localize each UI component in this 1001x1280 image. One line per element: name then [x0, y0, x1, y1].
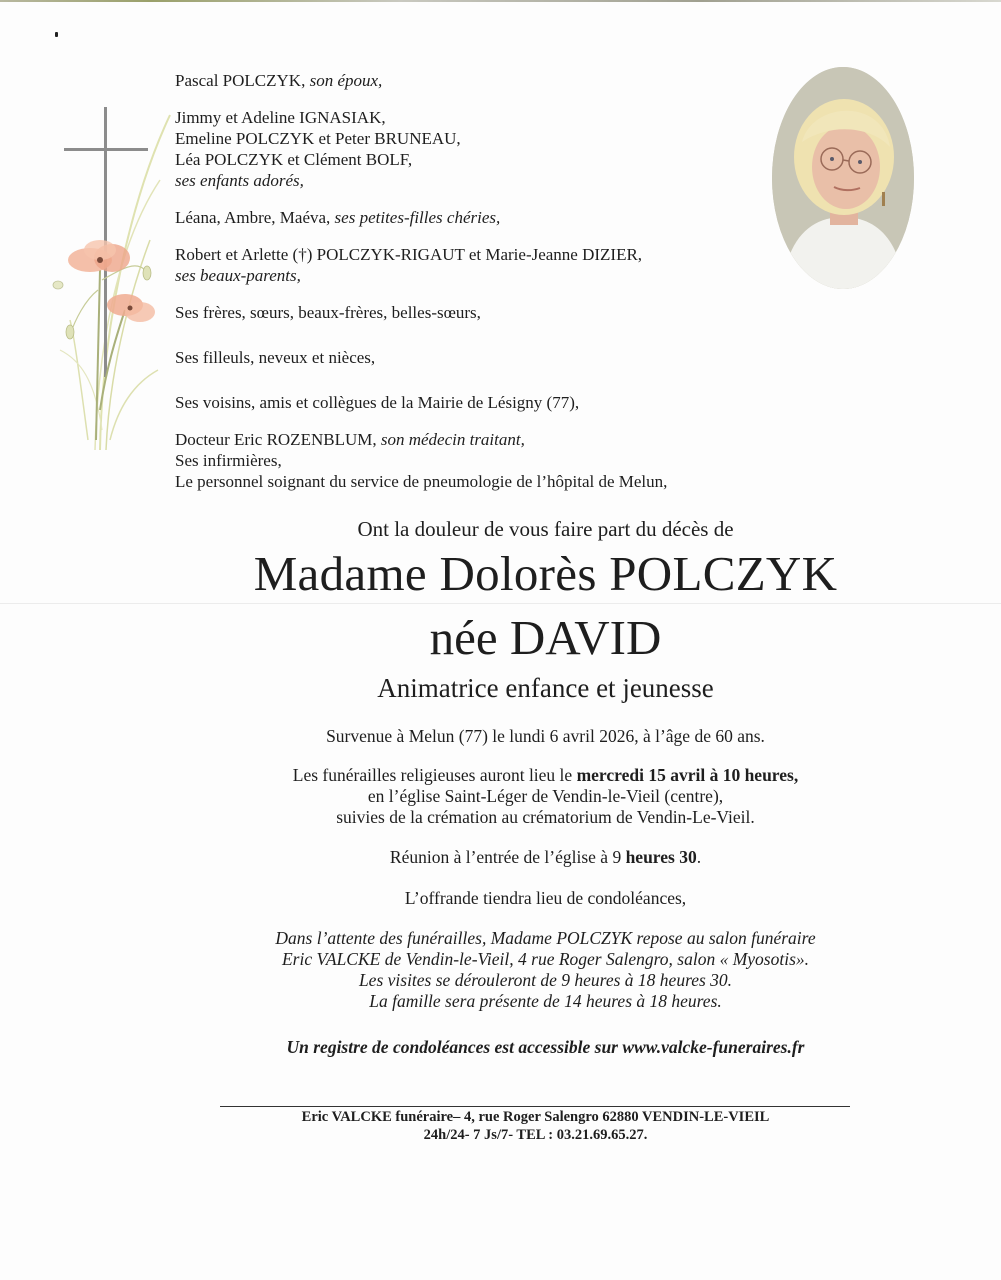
death-text: Survenue à Melun (77) le lundi 6 avril 2026, à l’âge de 60 ans. — [326, 726, 765, 746]
siblings-text: Ses frères, sœurs, beaux-frères, belles-sœurs, — [175, 303, 481, 322]
child-name: Léa POLCZYK et Clément BOLF, — [175, 150, 413, 169]
register-text: Un registre de condoléances est accessible sur www.valcke-funeraires.fr — [286, 1037, 805, 1057]
offering-text: L’offrande tiendra lieu de condoléances, — [404, 888, 687, 908]
medical-entry — [175, 429, 765, 492]
wake-line: Eric VALCKE de Vendin-le-Vieil, 4 rue Roger Salengro, salon « Myosotis». — [281, 949, 810, 969]
children-entry — [175, 107, 765, 191]
doctor-name: Docteur Eric ROZENBLUM, — [175, 430, 377, 449]
meeting-prefix: Réunion à l’entrée de l’église à 9 — [389, 847, 626, 867]
funeral-home-footer — [0, 1108, 1001, 1144]
meeting-details — [0, 847, 1001, 868]
spouse-name: Pascal POLCZYK, — [175, 71, 306, 90]
in-laws-names: Robert et Arlette (†) POLCZYK-RIGAUT et Marie-Jeanne DIZIER, — [175, 245, 643, 264]
grandchildren-entry — [175, 207, 765, 228]
deceased-name: Madame Dolorès POLCZYK — [253, 546, 838, 601]
cross-with-poppies-icon — [40, 80, 190, 460]
occupation: Animatrice enfance et jeunesse — [377, 673, 714, 703]
footer-address: Eric VALCKE funéraire– 4, rue Roger Salengro 62880 VENDIN-LE-VIEIL — [301, 1109, 770, 1125]
in-laws-entry — [175, 244, 765, 286]
child-name: Jimmy et Adeline IGNASIAK, — [175, 108, 386, 127]
funeral-cremation: suivies de la crémation au crématorium de Vendin-Le-Vieil. — [336, 807, 755, 827]
funeral-church: en l’église Saint-Léger de Vendin-le-Vieil (centre), — [367, 786, 724, 806]
grandchildren-relation: ses petites-filles chéries, — [334, 208, 501, 227]
condolence-register — [0, 1037, 1001, 1058]
funeral-date: mercredi 15 avril à 10 heures, — [576, 765, 799, 785]
footer-divider — [220, 1106, 850, 1107]
death-details — [0, 726, 1001, 747]
funeral-details — [0, 765, 1001, 828]
children-relation: ses enfants adorés, — [175, 171, 304, 190]
family-list — [175, 70, 765, 508]
meeting-suffix: . — [696, 847, 702, 867]
godchildren-entry — [175, 347, 765, 368]
maiden-name: née DAVID — [429, 610, 662, 665]
funeral-prefix: Les funérailles religieuses auront lieu le — [292, 765, 577, 785]
neighbors-entry — [175, 392, 765, 413]
fold-line — [0, 603, 1001, 604]
nurses-text: Ses infirmières, — [175, 451, 282, 470]
siblings-entry — [175, 302, 765, 323]
offering-note — [0, 888, 1001, 909]
scan-speck — [55, 32, 58, 37]
footer-phone: 24h/24- 7 Js/7- TEL : 03.21.69.65.27. — [423, 1127, 648, 1143]
wake-details — [0, 928, 1001, 1012]
doctor-relation: son médecin traitant, — [380, 430, 525, 449]
wake-line: La famille sera présente de 14 heures à 18 heures. — [369, 991, 722, 1011]
portrait-icon — [772, 67, 914, 289]
scan-edge — [0, 0, 1001, 2]
in-laws-relation: ses beaux-parents, — [175, 266, 301, 285]
announcement-intro: Ont la douleur de vous faire part du décès de — [357, 517, 734, 541]
wake-line: Les visites se dérouleront de 9 heures à 18 heures 30. — [358, 970, 733, 990]
godchildren-text: Ses filleuls, neveux et nièces, — [175, 348, 376, 367]
spouse-entry — [175, 70, 765, 91]
neighbors-text: Ses voisins, amis et collègues de la Mairie de Lésigny (77), — [175, 393, 580, 412]
staff-text: Le personnel soignant du service de pneumologie de l’hôpital de Melun, — [175, 472, 668, 491]
meeting-time: heures 30 — [625, 847, 697, 867]
grandchildren-names: Léana, Ambre, Maéva, — [175, 208, 331, 227]
spouse-relation: son époux, — [309, 71, 383, 90]
portrait-photo — [772, 67, 914, 289]
wake-line: Dans l’attente des funérailles, Madame POLCZYK repose au salon funéraire — [275, 928, 816, 948]
child-name: Emeline POLCZYK et Peter BRUNEAU, — [175, 129, 461, 148]
